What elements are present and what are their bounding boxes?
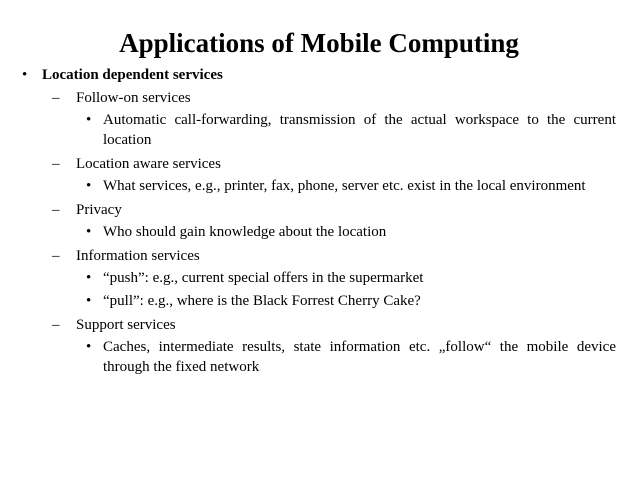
detail-bullet (0, 222, 638, 242)
sub-bullet-text: Location aware services (76, 156, 221, 172)
dash-marker: – (52, 90, 60, 106)
dash-marker: – (52, 156, 60, 172)
sub-bullet-text: Follow-on services (76, 90, 191, 106)
dash-marker: – (52, 248, 60, 264)
sub-bullet-information-services (0, 245, 638, 267)
bullet-location-dependent-services (0, 64, 638, 86)
dash-marker: – (52, 202, 60, 218)
detail-text: What services, e.g., printer, fax, phone, server etc. exist in the local environment (103, 178, 586, 194)
slide-title: Applications of Mobile Computing (119, 28, 519, 58)
bullet-marker: • (86, 339, 92, 355)
sub-bullet-text: Privacy (76, 202, 122, 218)
detail-text: Automatic call-forwarding, transmission of the actual workspace to the current location (103, 112, 616, 148)
sub-bullet-location-aware-services (0, 153, 638, 175)
sub-bullet-text: Information services (76, 248, 200, 264)
detail-bullet (0, 268, 638, 288)
bullet-list (0, 64, 638, 380)
sub-bullet-privacy (0, 199, 638, 221)
detail-bullet (0, 291, 638, 311)
detail-text: Who should gain knowledge about the location (103, 224, 387, 240)
bullet-marker: • (86, 112, 92, 128)
sub-bullet-support-services (0, 314, 638, 336)
sub-bullet-text: Support services (76, 317, 176, 333)
detail-text: Caches, intermediate results, state information etc. „follow“ the mobile device through the fixed network (103, 339, 616, 375)
sub-bullet-follow-on-services (0, 87, 638, 109)
detail-bullet (0, 337, 638, 377)
detail-bullet (0, 110, 638, 150)
bullet-marker: • (22, 67, 28, 83)
bullet-text: Location dependent services (42, 67, 223, 83)
bullet-marker: • (86, 224, 92, 240)
bullet-marker: • (86, 178, 92, 194)
detail-text: “pull”: e.g., where is the Black Forrest Cherry Cake? (103, 293, 421, 309)
detail-bullet (0, 176, 638, 196)
bullet-marker: • (86, 293, 92, 309)
bullet-marker: • (86, 270, 92, 286)
dash-marker: – (52, 317, 60, 333)
detail-text: “push”: e.g., current special offers in the supermarket (103, 270, 424, 286)
